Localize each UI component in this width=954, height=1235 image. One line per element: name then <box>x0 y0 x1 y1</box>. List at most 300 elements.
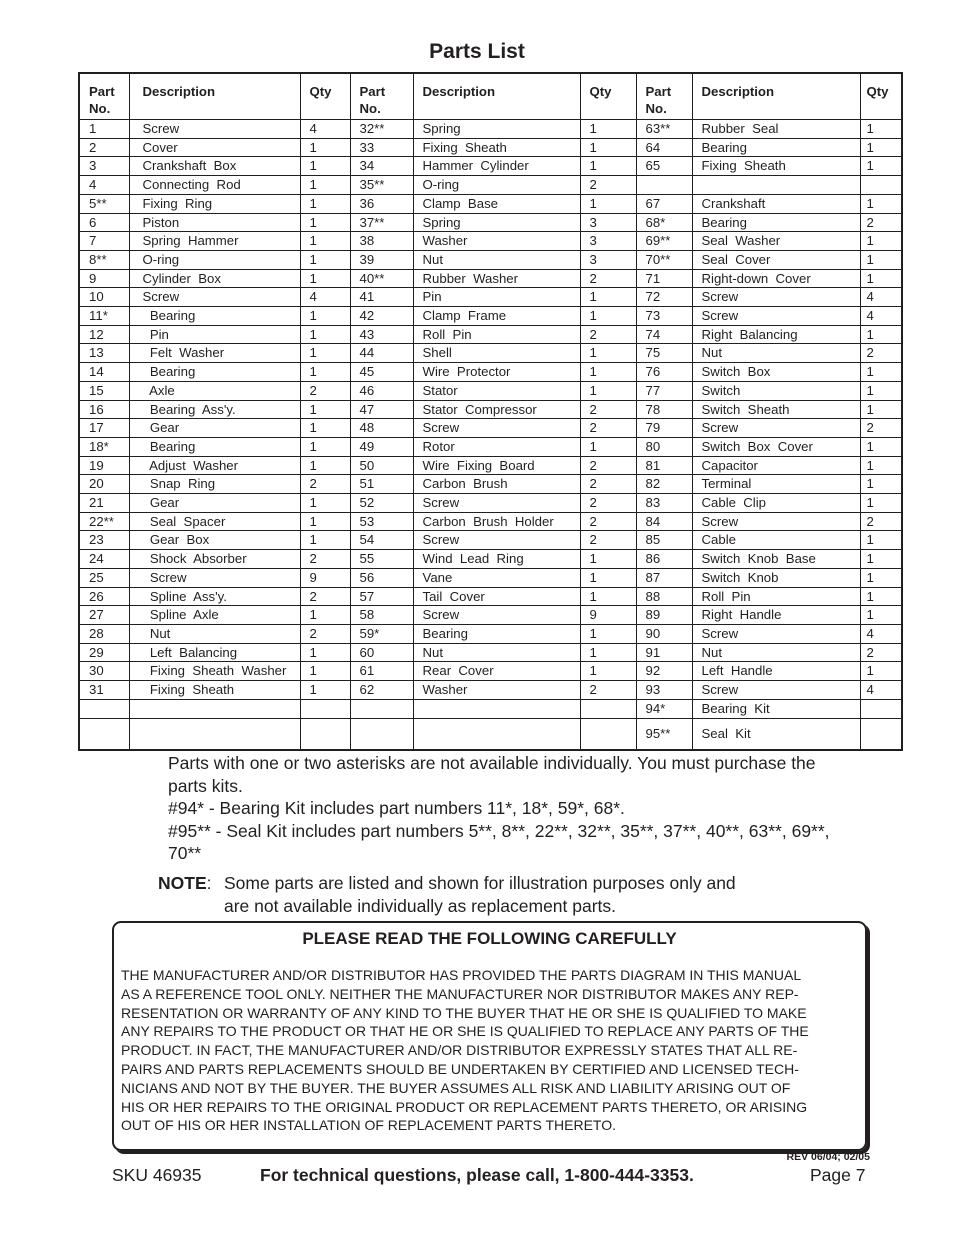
qty-cell: 1 <box>580 307 636 326</box>
table-row <box>79 437 902 456</box>
qty-cell: 1 <box>860 400 902 419</box>
table-row <box>79 250 902 269</box>
description-cell: Terminal <box>692 475 860 494</box>
description-cell: Bearing <box>413 624 580 643</box>
qty-cell: 2 <box>580 419 636 438</box>
description-cell <box>129 699 300 718</box>
qty-cell: 3 <box>580 232 636 251</box>
description-cell: Left Balancing <box>129 643 300 662</box>
part-no-cell: 85 <box>636 531 692 550</box>
part-no-cell: 6 <box>79 213 129 232</box>
description-cell: Spring <box>413 213 580 232</box>
description-cell: Screw <box>413 494 580 513</box>
description-cell: O-ring <box>129 250 300 269</box>
part-no-cell: 95** <box>636 718 692 750</box>
disclaimer-line: ANY REPAIRS TO THE PRODUCT OR THAT HE OR SHE IS QUALIFIED TO REPLACE ANY PARTS OF THE <box>121 1023 809 1040</box>
table-row <box>79 157 902 176</box>
part-no-cell: 8** <box>79 250 129 269</box>
description-cell: Fixing Ring <box>129 194 300 213</box>
qty-cell: 1 <box>580 643 636 662</box>
qty-cell: 1 <box>300 531 350 550</box>
part-no-cell: 91 <box>636 643 692 662</box>
notes-line: #95** - Seal Kit includes part numbers 5**, 8**, 22**, 32**, 35**, 37**, 40**, 63**, 69**, <box>168 820 830 841</box>
disclaimer-line: HIS OR HER REPAIRS TO THE ORIGINAL PRODUCT OR REPLACEMENT PARTS THERETO, OR ARISING <box>121 1098 808 1115</box>
part-no-cell: 51 <box>350 475 413 494</box>
description-cell: Shell <box>413 344 580 363</box>
qty-cell: 1 <box>300 213 350 232</box>
table-row <box>79 138 902 157</box>
asterisk-notes <box>168 752 888 865</box>
description-cell: Washer <box>413 681 580 700</box>
part-no-cell: 40** <box>350 269 413 288</box>
part-no-cell: 12 <box>79 325 129 344</box>
part-no-cell: 55 <box>350 550 413 569</box>
qty-cell: 1 <box>300 662 350 681</box>
qty-cell: 2 <box>580 176 636 195</box>
qty-cell: 2 <box>580 456 636 475</box>
description-cell: Vane <box>413 568 580 587</box>
description-cell: Fixing Sheath <box>129 681 300 700</box>
qty-cell: 1 <box>580 288 636 307</box>
part-no-cell: 60 <box>350 643 413 662</box>
description-cell: Screw <box>413 531 580 550</box>
description-cell: Tail Cover <box>413 587 580 606</box>
table-row <box>79 232 902 251</box>
table-row <box>79 606 902 625</box>
page-number: Page 7 <box>810 1165 866 1185</box>
qty-cell: 1 <box>300 194 350 213</box>
part-no-cell: 90 <box>636 624 692 643</box>
part-no-cell <box>350 718 413 750</box>
description-cell: Screw <box>413 419 580 438</box>
disclaimer-title: PLEASE READ THE FOLLOWING CAREFULLY <box>302 929 677 948</box>
description-cell: Bearing Kit <box>692 699 860 718</box>
qty-cell: 2 <box>580 325 636 344</box>
qty-cell: 1 <box>580 138 636 157</box>
table-row <box>79 681 902 700</box>
description-cell: Connecting Rod <box>129 176 300 195</box>
description-cell: Bearing <box>129 437 300 456</box>
part-no-cell: 20 <box>79 475 129 494</box>
part-no-cell: 2 <box>79 138 129 157</box>
part-no-cell: 5** <box>79 194 129 213</box>
qty-cell <box>580 718 636 750</box>
part-no-cell: 87 <box>636 568 692 587</box>
part-no-cell: 63** <box>636 120 692 139</box>
part-no-cell: 13 <box>79 344 129 363</box>
description-cell: Gear <box>129 494 300 513</box>
description-cell: Wire Protector <box>413 363 580 382</box>
part-no-cell: 36 <box>350 194 413 213</box>
part-no-cell: 23 <box>79 531 129 550</box>
qty-cell: 1 <box>580 194 636 213</box>
parts-table-header <box>79 73 902 120</box>
qty-cell: 1 <box>300 250 350 269</box>
part-no-cell: 44 <box>350 344 413 363</box>
qty-cell: 2 <box>860 344 902 363</box>
part-no-cell: 26 <box>79 587 129 606</box>
description-cell: Screw <box>413 606 580 625</box>
disclaimer-box <box>112 921 867 1151</box>
description-cell: Shock Absorber <box>129 550 300 569</box>
header-description: Description <box>692 73 860 120</box>
description-cell: Switch Box Cover <box>692 437 860 456</box>
table-row <box>79 325 902 344</box>
description-cell: Seal Kit <box>692 718 860 750</box>
qty-cell: 1 <box>860 325 902 344</box>
part-no-cell: 3 <box>79 157 129 176</box>
qty-cell: 1 <box>580 157 636 176</box>
part-no-cell: 59* <box>350 624 413 643</box>
description-cell: Screw <box>692 288 860 307</box>
description-cell: Nut <box>129 624 300 643</box>
qty-cell: 2 <box>300 624 350 643</box>
qty-cell <box>860 718 902 750</box>
description-cell: Fixing Sheath Washer <box>129 662 300 681</box>
part-no-cell: 81 <box>636 456 692 475</box>
description-cell <box>692 176 860 195</box>
part-no-cell: 84 <box>636 512 692 531</box>
part-no-cell: 47 <box>350 400 413 419</box>
table-row <box>79 400 902 419</box>
disclaimer-line: THE MANUFACTURER AND/OR DISTRIBUTOR HAS PROVIDED THE PARTS DIAGRAM IN THIS MANUAL <box>121 967 802 983</box>
description-cell: Bearing <box>129 307 300 326</box>
qty-cell: 1 <box>300 437 350 456</box>
table-row <box>79 643 902 662</box>
description-cell: Nut <box>413 643 580 662</box>
table-row <box>79 419 902 438</box>
header-part-no: Part No. <box>636 73 692 120</box>
notes-line: Parts with one or two asterisks are not available individually. You must purchase the <box>168 753 816 773</box>
qty-cell: 2 <box>860 419 902 438</box>
qty-cell: 2 <box>580 512 636 531</box>
part-no-cell: 86 <box>636 550 692 569</box>
part-no-cell: 17 <box>79 419 129 438</box>
header-description: Description <box>129 73 300 120</box>
description-cell: Nut <box>692 643 860 662</box>
qty-cell: 1 <box>860 381 902 400</box>
qty-cell: 1 <box>300 232 350 251</box>
qty-cell: 1 <box>860 437 902 456</box>
part-no-cell: 77 <box>636 381 692 400</box>
part-no-cell: 74 <box>636 325 692 344</box>
header-part-no: Part No. <box>350 73 413 120</box>
notes-line: #94* - Bearing Kit includes part numbers 11*, 18*, 59*, 68*. <box>168 798 625 818</box>
qty-cell: 2 <box>580 531 636 550</box>
description-cell <box>413 718 580 750</box>
part-no-cell: 69** <box>636 232 692 251</box>
part-no-cell: 4 <box>79 176 129 195</box>
description-cell: Cover <box>129 138 300 157</box>
part-no-cell: 30 <box>79 662 129 681</box>
qty-cell: 1 <box>300 344 350 363</box>
description-cell: Carbon Brush Holder <box>413 512 580 531</box>
description-cell: Right-down Cover <box>692 269 860 288</box>
description-cell: Roll Pin <box>692 587 860 606</box>
table-row <box>79 475 902 494</box>
description-cell: Rotor <box>413 437 580 456</box>
notes-line: parts kits. <box>168 775 243 796</box>
description-cell: Screw <box>129 288 300 307</box>
table-row <box>79 213 902 232</box>
part-no-cell: 92 <box>636 662 692 681</box>
description-cell: Clamp Frame <box>413 307 580 326</box>
description-cell: Bearing <box>692 213 860 232</box>
qty-cell: 1 <box>580 437 636 456</box>
qty-cell: 1 <box>860 194 902 213</box>
part-no-cell: 24 <box>79 550 129 569</box>
part-no-cell: 27 <box>79 606 129 625</box>
parts-table-body <box>79 120 902 750</box>
qty-cell: 1 <box>300 138 350 157</box>
description-cell: Spring Hammer <box>129 232 300 251</box>
part-no-cell: 35** <box>350 176 413 195</box>
part-no-cell: 19 <box>79 456 129 475</box>
qty-cell: 2 <box>860 512 902 531</box>
part-no-cell: 1 <box>79 120 129 139</box>
table-row <box>79 512 902 531</box>
note-line: Some parts are listed and shown for illustration purposes only and <box>224 873 736 893</box>
qty-cell: 1 <box>580 363 636 382</box>
qty-cell: 4 <box>860 307 902 326</box>
note-line: are not available individually as replacement parts. <box>224 895 617 916</box>
description-cell: Stator Compressor <box>413 400 580 419</box>
qty-cell: 1 <box>860 606 902 625</box>
part-no-cell: 10 <box>79 288 129 307</box>
qty-cell: 1 <box>300 606 350 625</box>
qty-cell: 1 <box>300 176 350 195</box>
qty-cell: 3 <box>580 213 636 232</box>
part-no-cell: 57 <box>350 587 413 606</box>
table-row <box>79 587 902 606</box>
description-cell: Stator <box>413 381 580 400</box>
part-no-cell: 14 <box>79 363 129 382</box>
qty-cell: 4 <box>860 288 902 307</box>
qty-cell <box>300 718 350 750</box>
part-no-cell: 80 <box>636 437 692 456</box>
page-footer <box>0 1165 954 1189</box>
part-no-cell: 43 <box>350 325 413 344</box>
description-cell: Carbon Brush <box>413 475 580 494</box>
table-row <box>79 363 902 382</box>
description-cell: Bearing <box>692 138 860 157</box>
qty-cell: 2 <box>300 475 350 494</box>
description-cell: Wire Fixing Board <box>413 456 580 475</box>
description-cell: Clamp Base <box>413 194 580 213</box>
description-cell: Seal Cover <box>692 250 860 269</box>
qty-cell: 1 <box>300 419 350 438</box>
table-row <box>79 718 902 750</box>
part-no-cell: 15 <box>79 381 129 400</box>
part-no-cell: 21 <box>79 494 129 513</box>
part-no-cell: 61 <box>350 662 413 681</box>
qty-cell: 1 <box>300 643 350 662</box>
table-row <box>79 494 902 513</box>
description-cell: Cylinder Box <box>129 269 300 288</box>
description-cell: Right Handle <box>692 606 860 625</box>
description-cell <box>129 718 300 750</box>
qty-cell: 1 <box>580 550 636 569</box>
part-no-cell: 53 <box>350 512 413 531</box>
part-no-cell: 28 <box>79 624 129 643</box>
qty-cell: 1 <box>860 531 902 550</box>
description-cell: Screw <box>692 419 860 438</box>
qty-cell: 1 <box>580 381 636 400</box>
description-cell: Axle <box>129 381 300 400</box>
qty-cell: 1 <box>580 624 636 643</box>
description-cell: Pin <box>129 325 300 344</box>
qty-cell: 4 <box>300 120 350 139</box>
qty-cell: 1 <box>860 232 902 251</box>
description-cell: Roll Pin <box>413 325 580 344</box>
qty-cell <box>860 176 902 195</box>
part-no-cell: 68* <box>636 213 692 232</box>
description-cell: Seal Washer <box>692 232 860 251</box>
description-cell: Cable <box>692 531 860 550</box>
part-no-cell: 94* <box>636 699 692 718</box>
part-no-cell: 82 <box>636 475 692 494</box>
description-cell: Switch Sheath <box>692 400 860 419</box>
header-qty: Qty <box>860 73 902 120</box>
qty-cell: 1 <box>580 120 636 139</box>
part-no-cell: 38 <box>350 232 413 251</box>
qty-cell: 1 <box>860 269 902 288</box>
table-row <box>79 381 902 400</box>
table-row <box>79 624 902 643</box>
qty-cell: 9 <box>300 568 350 587</box>
description-cell: Left Handle <box>692 662 860 681</box>
qty-cell: 1 <box>860 250 902 269</box>
part-no-cell: 75 <box>636 344 692 363</box>
disclaimer-body <box>121 966 861 1135</box>
table-row <box>79 120 902 139</box>
part-no-cell: 70** <box>636 250 692 269</box>
qty-cell: 2 <box>580 681 636 700</box>
part-no-cell: 32** <box>350 120 413 139</box>
description-cell: Rubber Washer <box>413 269 580 288</box>
disclaimer-line: NICIANS AND NOT BY THE BUYER. THE BUYER ASSUMES ALL RISK AND LIABILITY ARISING OUT OF <box>121 1079 791 1096</box>
description-cell: Screw <box>692 307 860 326</box>
part-no-cell: 9 <box>79 269 129 288</box>
qty-cell: 1 <box>300 400 350 419</box>
description-cell: O-ring <box>413 176 580 195</box>
page-title: Parts List <box>429 40 525 63</box>
table-row <box>79 456 902 475</box>
header-qty: Qty <box>300 73 350 120</box>
description-cell: Fixing Sheath <box>692 157 860 176</box>
qty-cell: 1 <box>860 494 902 513</box>
part-no-cell: 83 <box>636 494 692 513</box>
qty-cell: 4 <box>300 288 350 307</box>
qty-cell: 2 <box>860 213 902 232</box>
description-cell: Screw <box>692 681 860 700</box>
part-no-cell: 93 <box>636 681 692 700</box>
qty-cell <box>580 699 636 718</box>
description-cell: Crankshaft <box>692 194 860 213</box>
qty-cell: 4 <box>860 681 902 700</box>
qty-cell: 2 <box>580 400 636 419</box>
table-row <box>79 176 902 195</box>
description-cell: Screw <box>692 512 860 531</box>
part-no-cell <box>79 699 129 718</box>
disclaimer-line: RESENTATION OR WARRANTY OF ANY KIND TO THE BUYER THAT HE OR SHE IS QUALIFIED TO MAKE <box>121 1004 807 1021</box>
description-cell: Spring <box>413 120 580 139</box>
part-no-cell: 46 <box>350 381 413 400</box>
qty-cell: 2 <box>580 494 636 513</box>
description-cell: Bearing Ass'y. <box>129 400 300 419</box>
part-no-cell: 65 <box>636 157 692 176</box>
table-row <box>79 269 902 288</box>
part-no-cell: 79 <box>636 419 692 438</box>
description-cell: Wind Lead Ring <box>413 550 580 569</box>
description-cell: Right Balancing <box>692 325 860 344</box>
table-row <box>79 550 902 569</box>
part-no-cell: 52 <box>350 494 413 513</box>
part-no-cell: 72 <box>636 288 692 307</box>
description-cell: Nut <box>413 250 580 269</box>
qty-cell: 1 <box>860 157 902 176</box>
description-cell <box>413 699 580 718</box>
qty-cell: 2 <box>580 475 636 494</box>
table-row <box>79 307 902 326</box>
table-row <box>79 288 902 307</box>
qty-cell: 1 <box>860 568 902 587</box>
qty-cell: 1 <box>300 307 350 326</box>
part-no-cell: 76 <box>636 363 692 382</box>
qty-cell <box>300 699 350 718</box>
part-no-cell <box>350 699 413 718</box>
part-no-cell: 67 <box>636 194 692 213</box>
description-cell: Cable Clip <box>692 494 860 513</box>
note-label: NOTE: <box>158 873 212 893</box>
qty-cell: 1 <box>860 662 902 681</box>
part-no-cell: 62 <box>350 681 413 700</box>
part-no-cell: 71 <box>636 269 692 288</box>
part-no-cell: 42 <box>350 307 413 326</box>
qty-cell: 1 <box>300 512 350 531</box>
qty-cell: 1 <box>860 138 902 157</box>
part-no-cell: 73 <box>636 307 692 326</box>
qty-cell: 2 <box>860 643 902 662</box>
part-no-cell: 56 <box>350 568 413 587</box>
part-no-cell: 16 <box>79 400 129 419</box>
description-cell: Rubber Seal <box>692 120 860 139</box>
description-cell: Spline Ass'y. <box>129 587 300 606</box>
description-cell: Pin <box>413 288 580 307</box>
note-block <box>158 872 798 917</box>
header-part-no: Part No. <box>79 73 129 120</box>
header-description: Description <box>413 73 580 120</box>
table-row <box>79 344 902 363</box>
qty-cell: 2 <box>300 550 350 569</box>
part-no-cell: 11* <box>79 307 129 326</box>
part-no-cell <box>79 718 129 750</box>
description-cell: Switch Knob <box>692 568 860 587</box>
part-no-cell: 49 <box>350 437 413 456</box>
qty-cell: 4 <box>860 624 902 643</box>
description-cell: Rear Cover <box>413 662 580 681</box>
qty-cell: 2 <box>300 381 350 400</box>
description-cell: Screw <box>129 120 300 139</box>
part-no-cell: 45 <box>350 363 413 382</box>
disclaimer-line: OUT OF HIS OR HER INSTALLATION OF REPLACEMENT PARTS THERETO. <box>121 1117 617 1134</box>
part-no-cell: 39 <box>350 250 413 269</box>
part-no-cell: 64 <box>636 138 692 157</box>
description-cell: Snap Ring <box>129 475 300 494</box>
description-cell: Screw <box>692 624 860 643</box>
part-no-cell: 33 <box>350 138 413 157</box>
description-cell: Switch <box>692 381 860 400</box>
